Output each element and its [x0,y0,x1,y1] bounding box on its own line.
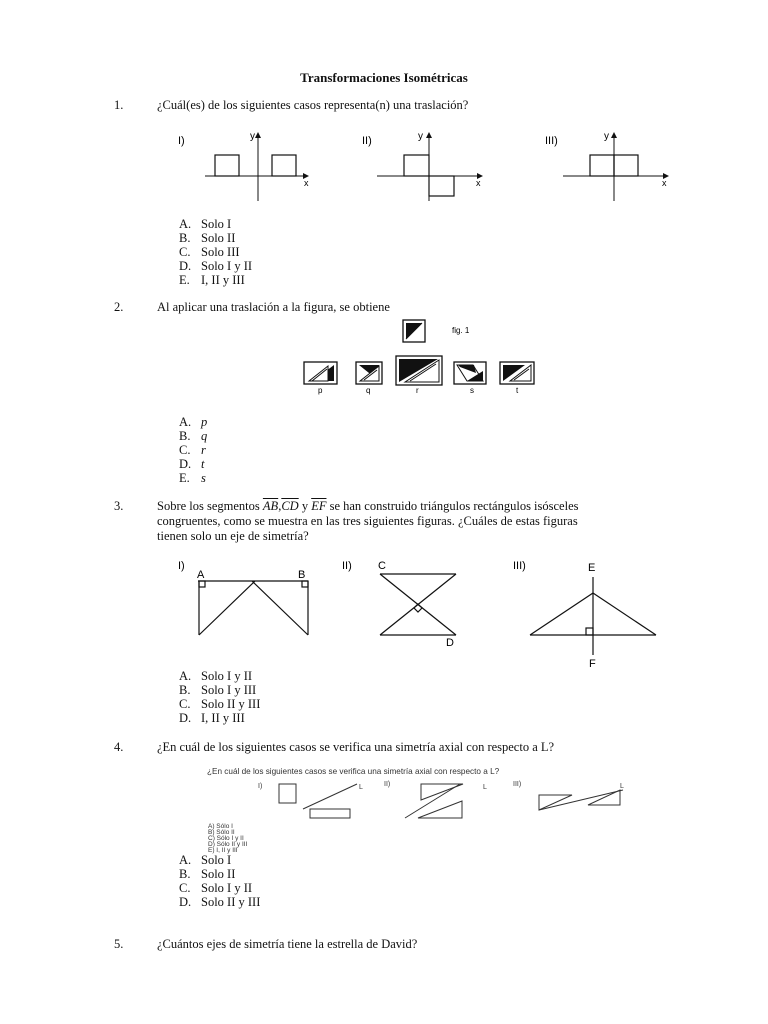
q4-img-line-label-2: L [483,784,487,791]
q4-img-option-d: D) Sólo II y III [208,841,248,848]
q1-y-label-3: y [604,131,609,142]
q3-fig-label-2: II) [342,560,352,572]
q2-option-c[interactable]: C. r [179,443,206,457]
q2-choice-r [396,356,442,385]
segment-ef: $\overline{EF}$ [311,499,327,513]
q4-img-option-b: B) Sólo II [208,829,235,836]
question-1-number: 1. [114,98,124,112]
q4-img-label-3: III) [513,781,522,788]
q1-option-d[interactable]: D. Solo I y II [179,259,253,273]
q1-x-label-1: x [304,178,309,188]
q1-fig-label-3: III) [545,135,558,147]
question-2-text: Al aplicar una traslación a la figura, se obtiene [157,300,390,314]
question-1-text: ¿Cuál(es) de los siguientes casos representa(n) una traslación? [157,98,469,112]
q3-point-b: B [298,569,306,581]
q3-fig1-shape [198,581,308,635]
q2-label-q: q [366,386,371,395]
q2-option-d[interactable]: D. t [179,457,205,471]
question-2-number: 2. [114,300,124,314]
q4-img-line-label-3: L [620,783,624,790]
q3-line-3: tienen solo un eje de simetría? [157,529,309,543]
q4-img-fig1-square [279,784,296,803]
q1-fig1-square-right [272,155,296,176]
q2-choice-t [500,362,534,384]
q2-choice-s [454,362,486,384]
q1-option-c[interactable]: C. Solo III [179,245,240,259]
question-4-number: 4. [114,740,124,754]
question-4-embedded-image [200,762,650,857]
q4-img-line-label-1: L [359,784,363,791]
question-4-options [179,853,260,909]
q2-option-e[interactable]: E. s [179,471,206,485]
q3-option-b[interactable]: B. Solo I y III [179,683,257,697]
q3-fig3-shape [530,577,656,655]
q1-x-label-3: x [662,178,667,188]
segment-ab: $\overline{AB}$ [262,499,279,513]
question-3-text [157,499,677,544]
q4-img-fig3-triangle-left [539,795,572,810]
q1-y-arrow-2 [426,132,432,138]
q4-img-fig1-line [303,784,357,809]
q2-label-p: p [318,386,323,395]
q4-img-option-a: A) Sólo I [208,823,233,830]
q1-y-arrow-1 [255,132,261,138]
q3-point-a: A [197,569,205,581]
q2-choice-q [356,362,382,384]
question-3-number: 3. [114,499,124,513]
q3-option-d[interactable]: D. I, II y III [179,711,245,725]
q3-option-a[interactable]: A. Solo I y II [179,669,253,683]
q4-img-fig1-rect [310,809,350,818]
q2-label-r: r [416,386,419,395]
q4-img-label-1: I) [258,783,263,790]
q3-line-2: congruentes, como se muestra en las tres siguientes figuras. ¿Cuáles de estas figuras [157,514,578,528]
q4-img-fig3-line [539,790,623,810]
q4-img-label-2: II) [384,781,391,788]
question-5-number: 5. [114,937,124,951]
q2-label-t: t [516,386,519,395]
question-2-figures [300,318,545,398]
q3-fig-label-1: I) [178,560,185,572]
question-2-options [179,415,207,485]
q1-fig3-square-left [590,155,614,176]
q4-img-question: ¿En cuál de los siguientes casos se verifica una simetría axial con respecto a L? [207,767,500,776]
q4-img-option-c: C) Sólo I y II [208,835,244,842]
q3-point-e: E [588,562,596,574]
question-1-figures [170,128,680,206]
q2-fig1 [403,320,425,342]
q1-x-label-2: x [476,178,481,188]
q1-fig3-square-right [614,155,638,176]
q1-option-a[interactable]: A. Solo I [179,217,232,231]
q3-point-c: C [378,560,386,572]
q3-fig2-shape [380,574,456,635]
q3-point-d: D [446,637,454,649]
q4-option-a[interactable]: A. Solo I [179,853,232,867]
q3-line-1: Sobre los segmentos $\overline{AB},\overline{CD}$ y $\overline{EF}$ se han construido triángulos rectángulos isósceles [157,499,579,513]
q4-img-fig2-triangle-bottom [418,801,462,818]
q2-option-b[interactable]: B. q [179,429,208,443]
q1-y-label-2: y [418,131,423,142]
q1-fig-label-2: II) [362,135,372,147]
question-3-options [179,669,260,725]
q1-option-e[interactable]: E. I, II y III [179,273,245,287]
q3-fig-label-3: III) [513,560,526,572]
question-1-options [179,217,252,287]
q1-fig2-square-bottom [429,176,454,196]
q1-fig1-square-left [215,155,239,176]
q4-option-b[interactable]: B. Solo II [179,867,236,881]
q2-fig-label: fig. 1 [452,326,470,335]
q1-y-arrow-3 [611,132,617,138]
q4-option-d[interactable]: D. Solo II y III [179,895,261,909]
q4-option-c[interactable]: C. Solo I y II [179,881,253,895]
document-title: Transformaciones Isométricas [300,70,468,85]
q1-y-label-1: y [250,131,255,142]
segment-cd: $\overline{CD}$ [281,499,299,513]
q3-option-c[interactable]: C. Solo II y III [179,697,261,711]
q1-fig2-square-top [404,155,429,176]
q2-option-a[interactable]: A. p [179,415,208,429]
question-5-text: ¿Cuántos ejes de simetría tiene la estrella de David? [157,937,418,951]
q2-choice-p [304,362,337,384]
q1-fig-label-1: I) [178,135,185,147]
q4-img-option-e: E) I, II y III [208,847,238,854]
q3-point-f: F [589,658,596,670]
question-4-text: ¿En cuál de los siguientes casos se verifica una simetría axial con respecto a L? [157,740,555,754]
question-3-figures [170,555,670,673]
q1-option-b[interactable]: B. Solo II [179,231,236,245]
q2-label-s: s [470,386,474,395]
